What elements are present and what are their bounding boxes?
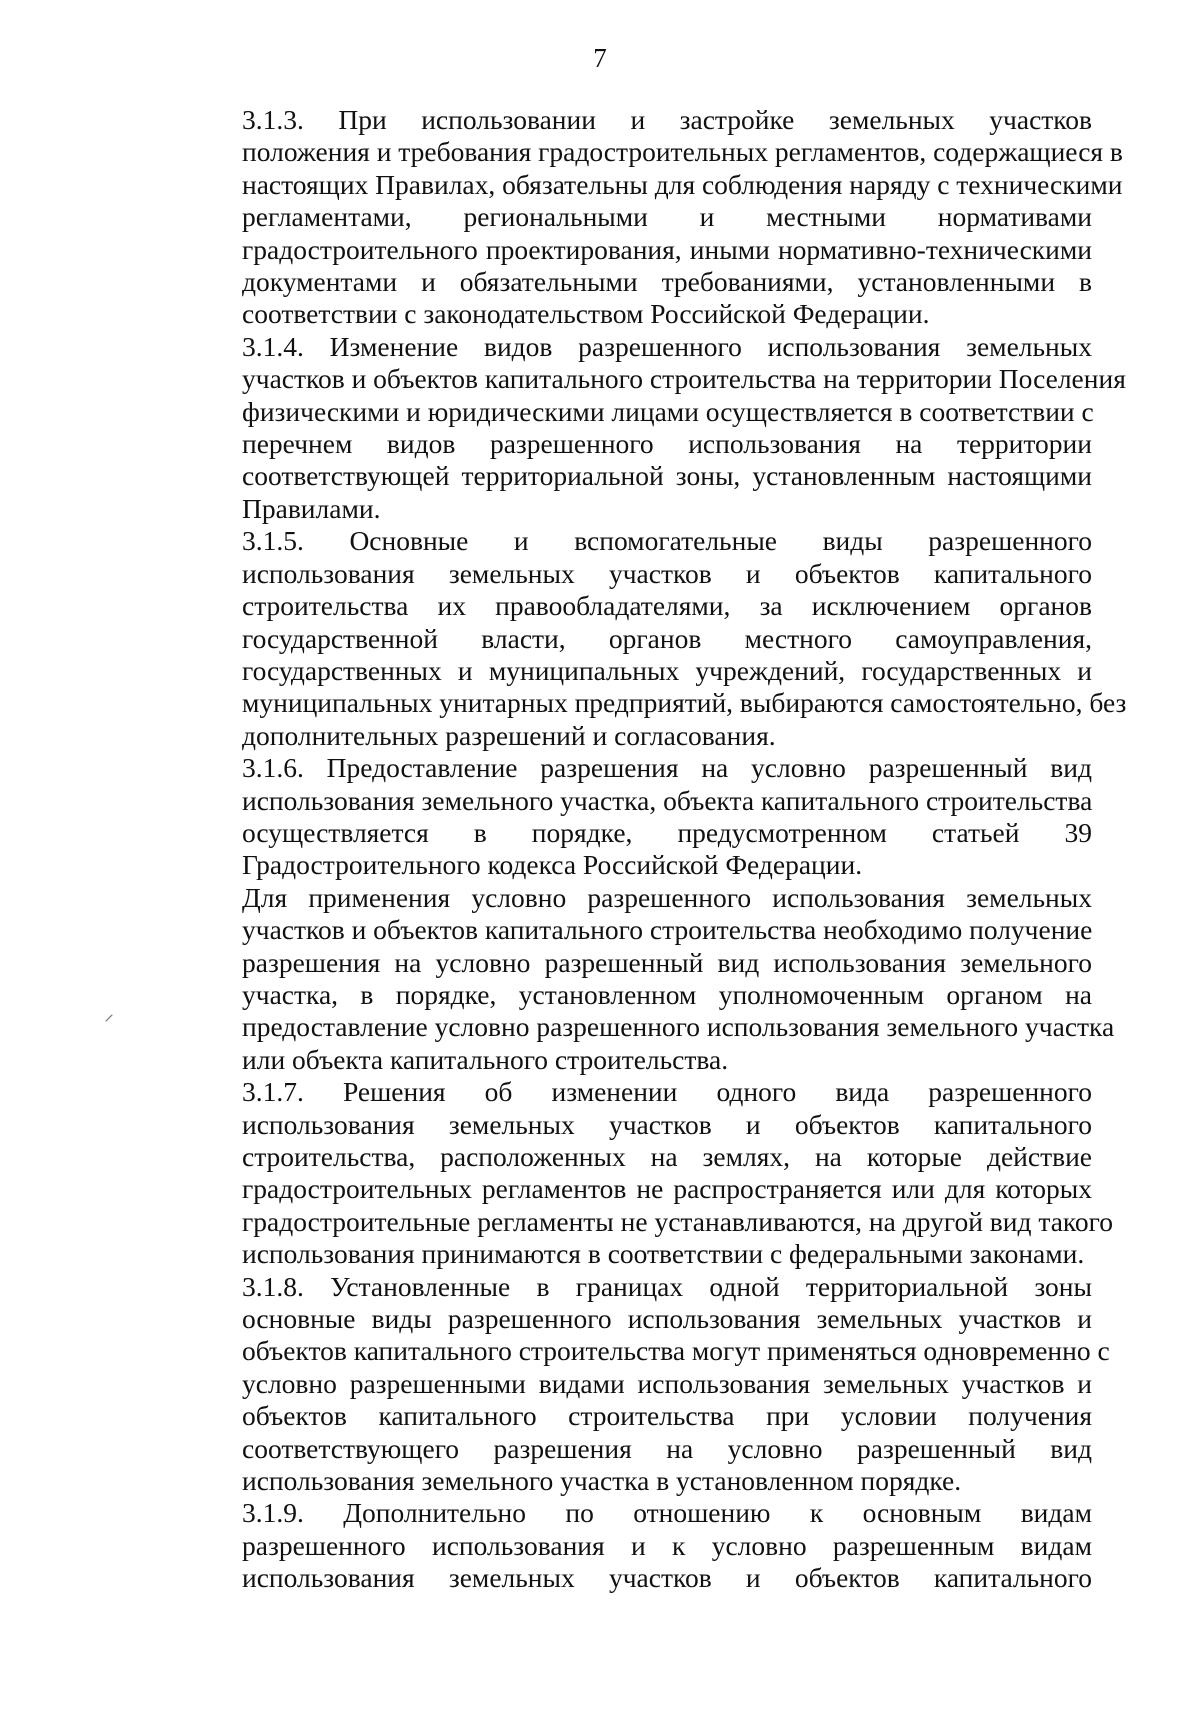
text-line: дополнительных разрешений и согласования. [242, 719, 776, 751]
paragraph-3-1-3 [170, 104, 1123, 331]
text-line: или объекта капитального строительства. [242, 1043, 729, 1075]
text-line: участков и объектов капитального строительства на территории Поселения [242, 363, 1126, 395]
scan-artifact-mark [104, 1013, 114, 1023]
text-line: градостроительных регламентов не распространяется или для которых [242, 1173, 1092, 1205]
text-line: осуществляется в порядке, предусмотренном статьей 39 [242, 816, 1092, 848]
paragraph-3-1-6-continued [170, 881, 1115, 1076]
paragraph-3-1-9 [170, 1497, 1092, 1594]
text-line: Для применения условно разрешенного использования земельных [242, 881, 1092, 913]
text-line: строительства их правообладателями, за исключением органов [242, 590, 1092, 622]
text-line: 3.1.5. Основные и вспомогательные виды разрешенного [242, 525, 1092, 557]
text-line: документами и обязательными требованиями, установленными в [242, 266, 1092, 298]
document-body [170, 104, 1127, 1595]
text-line: перечнем видов разрешенного использования на территории [242, 428, 1092, 460]
text-line: использования земельных участков и объектов капитального [242, 1108, 1092, 1140]
text-line: Правилами. [242, 492, 381, 524]
text-line: 3.1.8. Установленные в границах одной территориальной зоны [242, 1270, 1092, 1302]
text-line: градостроительного проектирования, иными нормативно-техническими [242, 233, 1092, 265]
text-line: 3.1.4. Изменение видов разрешенного использования земельных [242, 330, 1092, 362]
text-line: разрешенного использования и к условно разрешенным видам [242, 1529, 1092, 1561]
text-line: регламентами, региональными и местными нормативами [242, 201, 1092, 233]
text-line: участка, в порядке, установленном уполномоченным органом на [242, 978, 1092, 1010]
text-line: настоящих Правилах, обязательны для соблюдения наряду с техническими [242, 168, 1123, 200]
text-line: государственной власти, органов местного самоуправления, [242, 622, 1092, 654]
text-line: градостроительные регламенты не устанавливаются, на другой вид такого [242, 1205, 1113, 1237]
text-line: использования земельных участков и объектов капитального [242, 557, 1092, 589]
text-line: соответствующей территориальной зоны, установленным настоящими [242, 460, 1092, 492]
text-line: использования земельных участков и объектов капитального [242, 1562, 1092, 1594]
paragraph-3-1-6 [170, 752, 1092, 882]
text-line: положения и требования градостроительных регламентов, содержащиеся в [242, 136, 1123, 168]
text-line: предоставление условно разрешенного использования земельного участка [242, 1011, 1115, 1043]
text-line: 3.1.6. Предоставление разрешения на условно разрешенный вид [242, 752, 1092, 784]
text-line: физическими и юридическими лицами осуществляется в соответствии с [242, 395, 1094, 427]
text-line: строительства, расположенных на землях, на которые действие [242, 1141, 1092, 1172]
text-line: использования принимаются в соответствии с федеральными законами. [242, 1238, 1085, 1270]
text-line: соответствующего разрешения на условно разрешенный вид [242, 1432, 1092, 1464]
text-line: Градостроительного кодекса Российской Федерации. [242, 849, 863, 881]
text-line: 3.1.9. Дополнительно по отношению к основным видам [242, 1497, 1092, 1529]
text-line: объектов капитального строительства могут применяться одновременно с [242, 1335, 1110, 1367]
text-line: разрешения на условно разрешенный вид использования земельного [242, 946, 1092, 978]
paragraph-3-1-5 [170, 525, 1127, 752]
text-line: основные виды разрешенного использования земельных участков и [242, 1303, 1092, 1335]
text-line: государственных и муниципальных учреждений, государственных и [242, 654, 1092, 686]
text-line: 3.1.3. При использовании и застройке земельных участков [242, 104, 1092, 135]
text-line: использования земельного участка, объекта капитального строительства [242, 784, 1093, 816]
text-line: 3.1.7. Решения об изменении одного вида разрешенного [242, 1076, 1092, 1108]
text-line: объектов капитального строительства при условии получения [242, 1400, 1092, 1432]
text-line: соответствии с законодательством Российской Федерации. [242, 298, 930, 330]
paragraph-3-1-8 [170, 1270, 1110, 1498]
text-line: участков и объектов капитального строительства необходимо получение [242, 914, 1093, 946]
text-line: использования земельного участка в установленном порядке. [242, 1465, 962, 1497]
text-line: условно разрешенными видами использования земельных участков и [242, 1367, 1092, 1399]
paragraph-3-1-7 [170, 1076, 1113, 1270]
page-number: 7 [593, 43, 607, 73]
text-line: муниципальных унитарных предприятий, выбираются самостоятельно, без [242, 687, 1127, 719]
paragraph-3-1-4 [170, 330, 1126, 525]
